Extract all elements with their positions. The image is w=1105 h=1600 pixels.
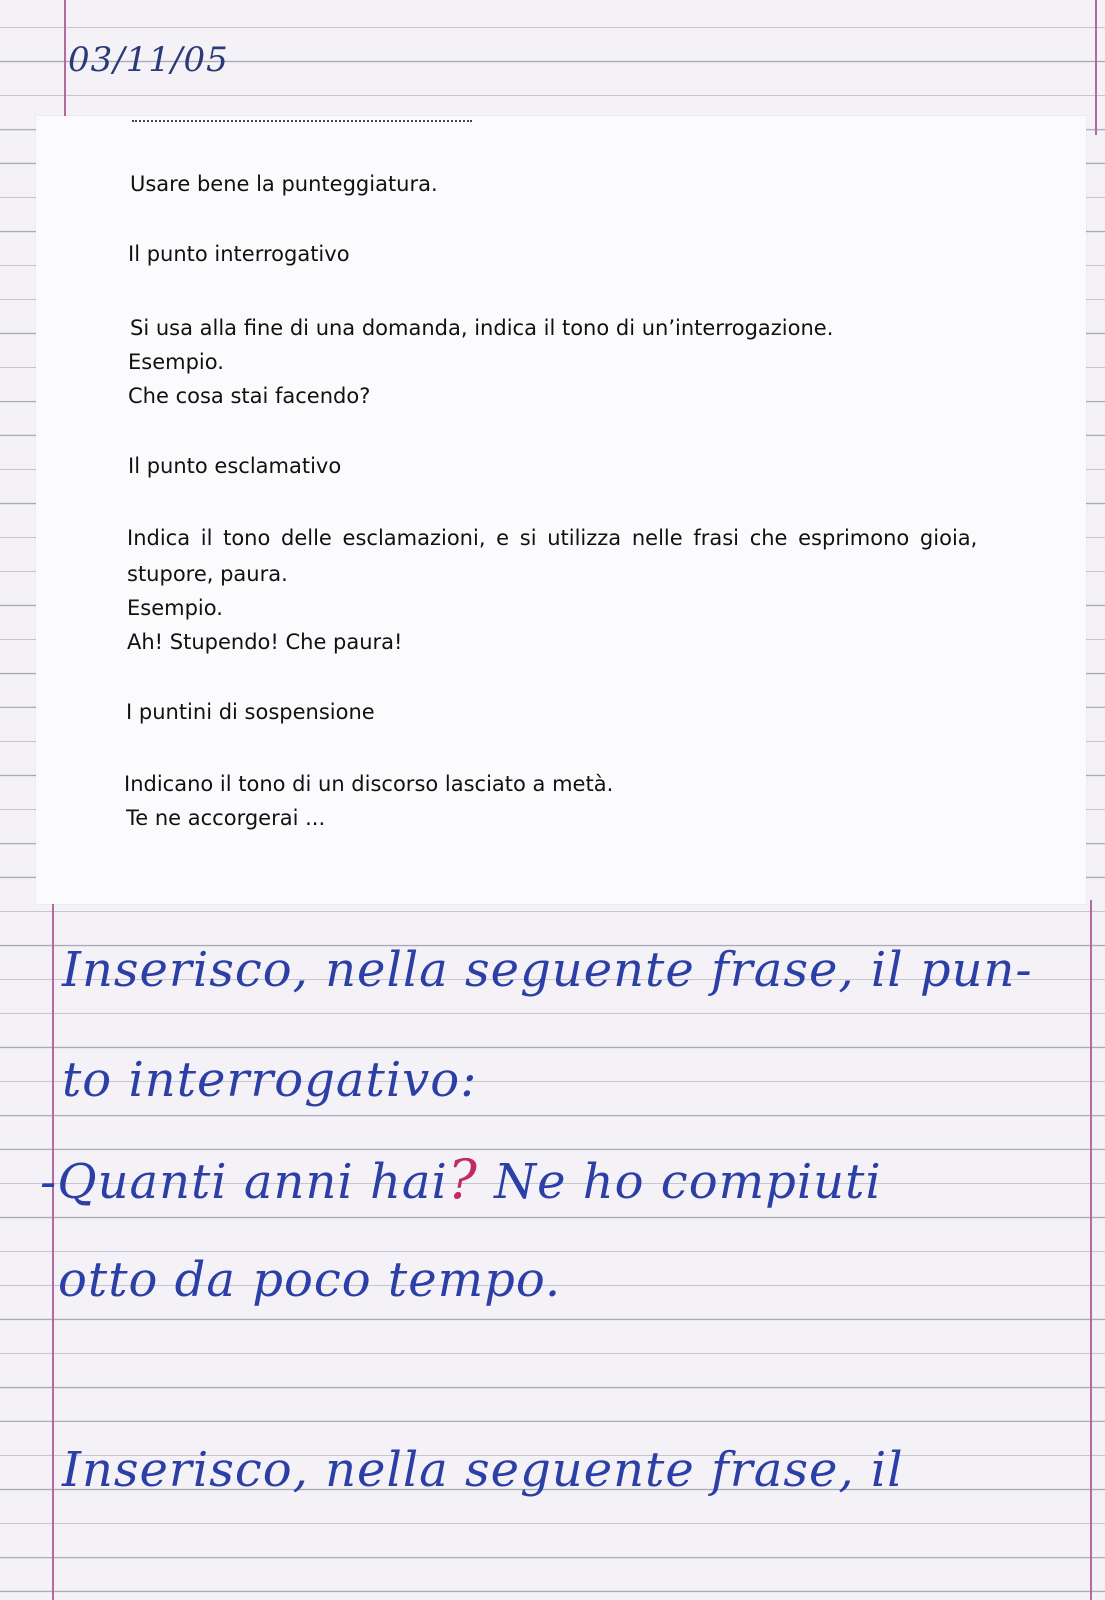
esclamativo-example-label: Esempio. — [127, 596, 223, 620]
interrogativo-example-label: Esempio. — [128, 350, 224, 374]
margin-line — [64, 0, 66, 120]
margin-line — [1095, 0, 1097, 135]
sospensione-example: Te ne accorgerai ... — [126, 806, 326, 830]
printed-title: Usare bene la punteggiatura. — [130, 172, 438, 196]
margin-line — [1090, 900, 1092, 1600]
heading-punto-esclamativo: Il punto esclamativo — [128, 454, 342, 478]
esclamativo-description: Indica il tono delle esclamazioni, e si utilizza nelle frasi che esprimono gioia, — [127, 526, 978, 550]
handwritten-text: Ne ho compiuti — [477, 1154, 882, 1210]
esclamativo-description-continued: stupore, paura. — [127, 562, 288, 586]
sospensione-description: Indicano il tono di un discorso lasciato a metà. — [124, 772, 614, 796]
red-question-mark: ? — [447, 1148, 478, 1211]
handwritten-line: Inserisco, nella seguente frase, il pun- — [62, 942, 1033, 998]
heading-punto-interrogativo: Il punto interrogativo — [128, 242, 350, 266]
heading-puntini-sospensione: I puntini di sospensione — [126, 700, 375, 724]
interrogativo-description: Si usa alla fine di una domanda, indica il tono di un’interrogazione. — [130, 316, 834, 340]
handwritten-line: otto da poco tempo. — [58, 1252, 562, 1308]
interrogativo-example: Che cosa stai facendo? — [128, 384, 371, 408]
margin-line — [52, 890, 54, 1600]
esclamativo-example: Ah! Stupendo! Che paura! — [127, 630, 403, 654]
handwritten-line: Inserisco, nella seguente frase, il — [62, 1442, 904, 1498]
handwritten-date: 03/11/05 — [68, 40, 229, 80]
handwritten-line — [40, 1148, 882, 1211]
handwritten-line: to interrogativo: — [62, 1052, 478, 1108]
dotted-separator — [132, 120, 472, 122]
handwritten-text: -Quanti anni hai — [40, 1154, 448, 1210]
